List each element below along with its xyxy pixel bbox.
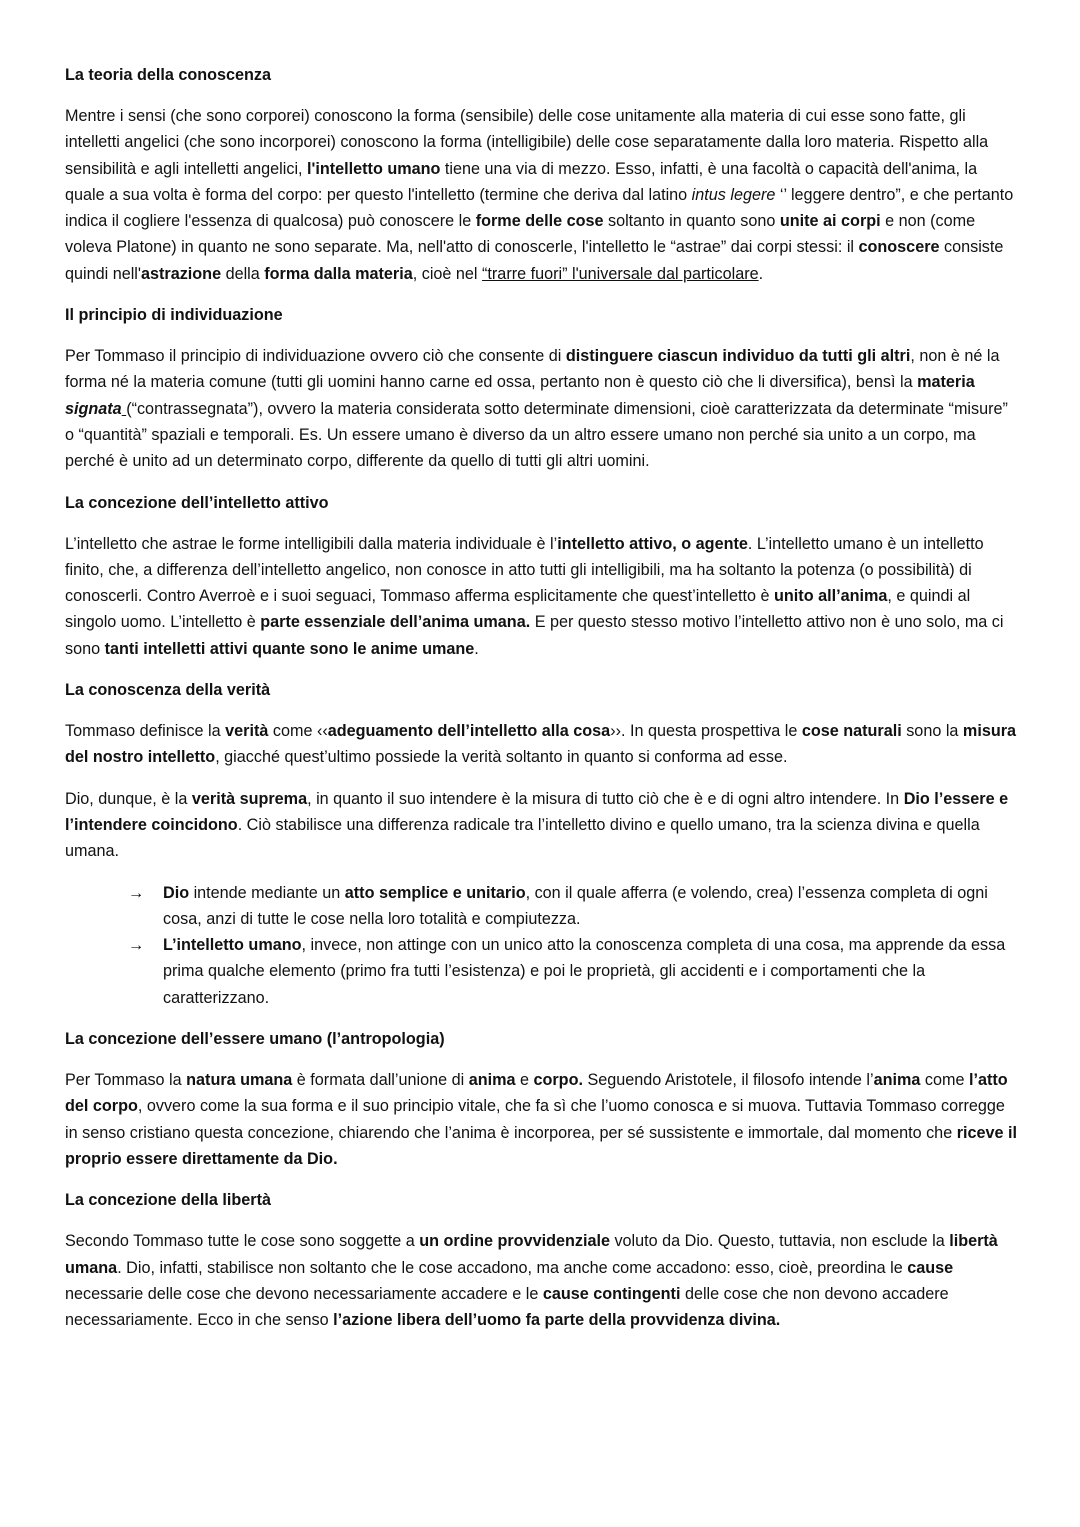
list-item — [128, 932, 1018, 1011]
text-run: Per Tommaso il principio di individuazione ovvero ciò che consente di — [65, 347, 566, 366]
text-run: come ‹‹ — [268, 722, 328, 741]
text-run: e non (come voleva Platone) in quanto ne sono separate. Ma, nell'atto di conoscerle, l'intelletto le “astrae” dai corpi stessi: il — [65, 212, 976, 257]
text-run: forme delle cose — [475, 212, 604, 231]
text-run: ››. In questa prospettiva le — [610, 722, 802, 741]
text-run: libertà umana — [65, 1232, 998, 1277]
text-run: , invece, non attinge con un unico atto la conoscenza completa di una cosa, ma apprende da essa prima qualche elemento (primo fra tutti l’esistenza) e poi le proprietà, gli accidenti e i comportamenti che la caratterizzano. — [163, 936, 1006, 1007]
text-run: , e quindi al singolo uomo. L’intelletto è — [65, 587, 971, 632]
text-run: cause — [907, 1258, 954, 1277]
document-section — [65, 1187, 1018, 1333]
text-run: Tommaso definisce la — [65, 722, 226, 741]
text-run: . Ciò stabilisce una differenza radicale tra l’intelletto divino e quello umano, tra la scienza divina e quella umana. — [65, 815, 980, 861]
text-run: voluto da Dio. Questo, tuttavia, non esclude la — [609, 1232, 950, 1251]
document-section — [65, 302, 1018, 474]
text-run: intelletto attivo, o agente — [557, 534, 748, 553]
text-run: . — [474, 639, 479, 658]
text-run: della — [221, 264, 265, 283]
text-run: Mentre i sensi (che sono corporei) conoscono la forma (sensibile) delle cose unitamente alla materia di cui esse sono fatte, gli intelletti angelici (che sono incorporei) conoscono la forma (intelligibile) delle cose separatamente dalla loro materia. Rispetto alla sensibilità e agli intelletti angelici, — [65, 107, 989, 178]
text-run: ‘’ leggere dentro”, e che pertanto indica il cogliere l'essenza di qualcosa) può conoscere le — [65, 185, 1014, 231]
text-run: , giacché quest’ultimo possiede la verità soltanto in quanto si conforma ad esse. — [215, 748, 788, 767]
text-run: natura umana — [186, 1071, 293, 1090]
section-heading: La concezione dell’essere umano (l’antropologia) — [65, 1030, 445, 1049]
text-run: anima — [873, 1071, 921, 1090]
text-run: Seguendo Aristotele, il filosofo intende l’ — [582, 1071, 874, 1090]
text-run: misura del nostro intelletto — [65, 722, 1017, 767]
text-run: L’intelletto umano — [163, 936, 302, 955]
text-run: l’azione libera dell’uomo fa parte della provvidenza divina. — [333, 1311, 781, 1330]
paragraph — [65, 103, 1018, 287]
text-run: delle cose che non devono accadere necessariamente. Ecco in che senso — [65, 1284, 949, 1330]
paragraph — [65, 786, 1018, 865]
text-run: astrazione — [141, 264, 222, 283]
text-run: consiste quindi nell' — [65, 238, 1004, 283]
paragraph — [65, 531, 1018, 662]
section-heading: La concezione della libertà — [65, 1191, 272, 1210]
text-run: conoscere — [858, 238, 940, 257]
text-run: come — [920, 1071, 970, 1090]
text-run: , non è né la forma né la materia comune (tutti gli uomini hanno carne ed ossa, pertanto non è questo ciò che li diversifica), bensì la — [65, 347, 1000, 392]
paragraph — [65, 343, 1018, 474]
text-run: Dio — [163, 883, 190, 902]
text-run: parte essenziale dell’anima umana. — [260, 613, 531, 632]
text-run: riceve il proprio essere direttamente da Dio. — [65, 1123, 1018, 1168]
text-run: unito all’anima — [774, 587, 888, 606]
text-run: , in quanto il suo intendere è la misura di tutto ciò che è e di ogni altro intendere. In — [307, 789, 904, 808]
text-run: intus legere — [691, 185, 776, 204]
text-run: Per Tommaso la — [65, 1071, 187, 1090]
text-run: un ordine provvidenziale — [419, 1232, 610, 1251]
text-run: intende mediante un — [189, 883, 345, 902]
text-run: Dio l’essere e l’intendere coincidono — [65, 789, 1009, 834]
text-run: L’intelletto che astrae le forme intelligibili dalla materia individuale è l’ — [65, 534, 558, 553]
text-run: unite ai corpi — [779, 212, 881, 231]
paragraph — [65, 1228, 1018, 1333]
text-run: . Dio, infatti, stabilisce non soltanto che le cose accadono, ma anche come accadono: esso, cioè, preordina le — [117, 1258, 908, 1277]
text-run: , ovvero come la sua forma e il suo principio vitale, che fa sì che l’uomo conosca e si muova. Tuttavia Tommaso corregge in senso cristiano questa concezione, chiarendo che l’anima è incorporea, per sé sussistente e immortale, dal momento che — [65, 1097, 1005, 1142]
section-heading: La concezione dell’intelletto attivo — [65, 493, 329, 512]
text-run: Secondo Tommaso tutte le cose sono soggette a — [65, 1232, 420, 1251]
arrow-right-icon: → — [128, 936, 145, 955]
arrow-right-icon: → — [128, 883, 145, 902]
text-run: cause contingenti — [542, 1284, 681, 1303]
text-run: materia — [917, 373, 975, 392]
section-heading: La conoscenza della verità — [65, 681, 271, 700]
text-run: adeguamento dell’intelletto alla cosa — [327, 722, 611, 741]
document-section — [65, 62, 1018, 287]
text-run: e — [515, 1071, 534, 1090]
text-run: soltanto in quanto sono — [603, 212, 780, 231]
text-run: , cioè nel — [412, 264, 483, 283]
list-item — [128, 880, 1018, 933]
text-run: Dio, dunque, è la — [65, 789, 192, 808]
text-run: (“contrassegnata”), ovvero la materia considerata sotto determinate dimensioni, cioè caratterizzata da determinate “misure” o “quantità” spaziali e temporali. Es. Un essere umano è diverso da un altro essere umano non perché sia unito a un corpo, ma perché è unito ad un determinato corpo, differente da quello di tutti gli altri uomini. — [65, 399, 1008, 471]
section-heading: La teoria della conoscenza — [65, 66, 272, 84]
text-run: verità — [225, 722, 269, 741]
text-run: , con il quale afferra (e volendo, crea) l’essenza completa di ogni cosa, anzi di tutte le cose nella loro totalità e compiutezza. — [163, 883, 988, 928]
text-run: tanti intelletti attivi quante sono le anime umane — [104, 639, 475, 658]
text-run: anima — [468, 1071, 516, 1090]
text-run: è formata dall’unione di — [292, 1071, 469, 1090]
document-section — [65, 1026, 1018, 1172]
paragraph — [65, 1067, 1018, 1172]
text-run: l'intelletto umano — [307, 159, 441, 178]
text-run: . — [758, 264, 764, 283]
text-run: signata — [65, 399, 122, 418]
text-run: E per questo stesso motivo l’intelletto attivo non è uno solo, ma ci sono — [65, 613, 1004, 658]
text-run: necessarie delle cose che devono necessariamente accadere e le — [65, 1284, 543, 1303]
text-run: sono la — [901, 722, 963, 741]
text-run: corpo. — [533, 1071, 583, 1090]
text-run: atto semplice e unitario — [344, 883, 526, 902]
text-run: forma dalla materia — [264, 264, 413, 283]
text-run: distinguere ciascun individuo da tutti gli altri — [565, 347, 911, 366]
text-run: . L’intelletto umano è un intelletto finito, che, a differenza dell’intelletto angelico, non conosce in atto tutti gli intelligibili, ma ha soltanto la potenza (o possibilità) di conoscerli. Contro Averroè e i suoi seguaci, Tommaso afferma esplicitamente che quest’intelletto è — [65, 534, 984, 606]
section-heading: Il principio di individuazione — [65, 306, 283, 325]
text-run: “trarre fuori” l'universale dal particolare — [482, 264, 759, 283]
text-run: l’atto del corpo — [65, 1071, 1008, 1116]
text-run: tiene una via di mezzo. Esso, infatti, è una facoltà o capacità dell'anima, la quale a sua volta è forma del corpo: per questo l'intelletto (termine che deriva dal latino — [65, 159, 978, 204]
text-run: cose naturali — [801, 722, 902, 741]
text-run: verità suprema — [191, 789, 308, 808]
arrow-list — [65, 880, 1018, 1011]
document-section — [65, 490, 1018, 662]
paragraph — [65, 718, 1018, 771]
document-section — [65, 677, 1018, 1011]
